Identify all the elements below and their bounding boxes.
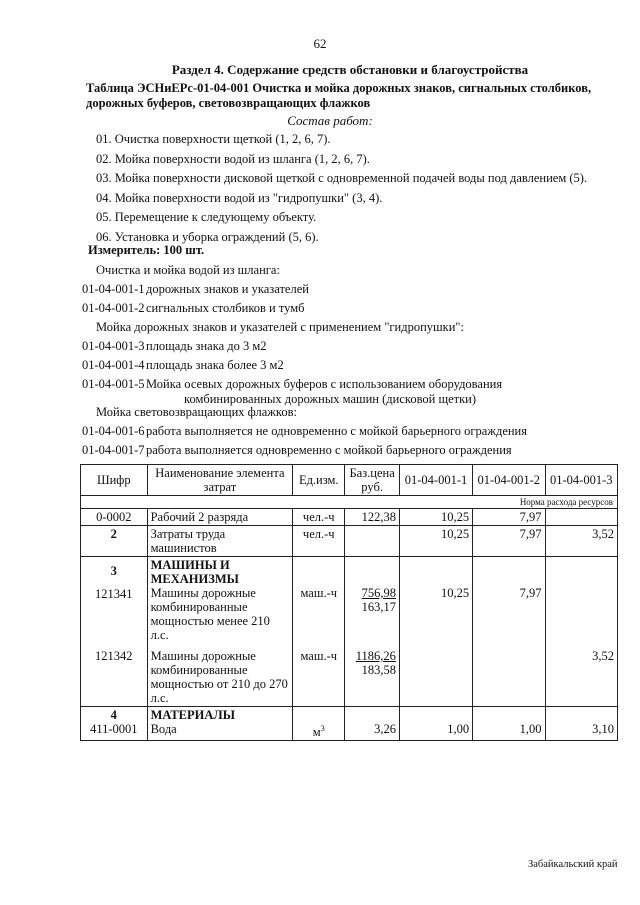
header-name: Наименование элемента затрат — [147, 465, 293, 496]
group-heading: Мойка световозвращающих флажков: — [96, 405, 297, 419]
cell-unit: маш.-ч — [293, 643, 345, 707]
work-item: 03. Мойка поверхности дисковой щеткой с одновременной подачей воды под давлением (5). — [96, 171, 588, 185]
cell-price-2: 163,17 — [361, 600, 396, 614]
code-desc: сигнальных столбиков и тумб — [146, 301, 305, 315]
code-line — [82, 443, 512, 458]
cell-value: 7,97 — [473, 509, 545, 526]
code: 01-04-001-5 — [82, 377, 145, 391]
cell-price: 756,98 — [361, 586, 396, 600]
work-item: 05. Перемещение к следующему объекту. — [96, 210, 317, 224]
header-col2: 01-04-001-2 — [473, 465, 545, 496]
cell-value — [399, 643, 472, 707]
header-col1: 01-04-001-1 — [399, 465, 472, 496]
cell-code: 411-0001 — [90, 722, 138, 736]
code-desc: дорожных знаков и указателей — [146, 282, 309, 296]
code: 01-04-001-3 — [82, 339, 145, 353]
cell-value: 7,97 — [473, 557, 545, 644]
cell-name: МАТЕРИАЛЫ — [150, 708, 235, 722]
code-desc: работа выполняется одновременно с мойкой барьерного ограждения — [146, 443, 512, 457]
cell-value: 10,25 — [399, 526, 472, 557]
code-line — [82, 358, 284, 373]
code-desc — [146, 377, 502, 407]
cell-unit-sup: 3 — [320, 724, 325, 733]
cell-code: 121341 — [95, 587, 133, 601]
work-list — [96, 130, 587, 247]
cell-name: МАШИНЫ И МЕХАНИЗМЫ — [150, 558, 239, 586]
composition-title: Состав работ: — [287, 113, 373, 128]
cell-value: 3,10 — [545, 707, 617, 741]
group-heading: Мойка дорожных знаков и указателей с применением "гидропушки": — [96, 320, 464, 334]
code: 01-04-001-7 — [82, 443, 145, 457]
cell-code: 4 — [110, 708, 117, 722]
cell-unit: маш.-ч — [293, 557, 345, 644]
cell-value — [473, 643, 545, 707]
cell-name: Машины дорожные комбинированные мощностью от 210 до 270 л.с. — [147, 643, 293, 707]
code: 01-04-001-4 — [82, 358, 145, 372]
cell-unit: м — [312, 725, 321, 740]
code-desc-line: комбинированных дорожных машин (дисковой щетки) — [184, 392, 477, 406]
cell-code: 121342 — [81, 643, 148, 707]
cell-value: 3,52 — [545, 526, 617, 557]
cell-value: 10,25 — [399, 509, 472, 526]
code-line — [82, 424, 527, 439]
work-item: 06. Установка и уборка ограждений (5, 6). — [96, 229, 319, 244]
code-desc-line: Мойка осевых дорожных буферов с использованием оборудования — [146, 377, 503, 391]
code: 01-04-001-2 — [82, 301, 145, 315]
header-code: Шифр — [81, 465, 148, 496]
cell-unit: чел.-ч — [293, 526, 345, 557]
code-line — [82, 339, 267, 354]
header-price: Баз.цена руб. — [345, 465, 400, 496]
table-row — [81, 557, 618, 644]
cell-name: Вода — [150, 722, 177, 736]
norm-caption: Норма расхода ресурсов — [81, 496, 618, 509]
cell-value: 3,52 — [545, 643, 617, 707]
table-row — [81, 526, 618, 557]
footer-region: Забайкальский край — [528, 859, 618, 870]
cell-price — [345, 526, 400, 557]
cell-value — [545, 509, 617, 526]
section-title: Раздел 4. Содержание средств обстановки и благоустройства — [171, 62, 529, 77]
table-row — [81, 643, 618, 707]
cell-value — [545, 557, 617, 644]
page-number: 62 — [313, 36, 327, 51]
cell-price: 122,38 — [345, 509, 400, 526]
work-item: 01. Очистка поверхности щеткой (1, 2, 6, 7). — [96, 132, 331, 146]
code-line — [82, 282, 309, 297]
work-item: 04. Мойка поверхности водой из "гидропушки" (3, 4). — [96, 190, 383, 205]
group-heading: Очистка и мойка водой из шланга: — [96, 263, 280, 277]
cell-price: 1186,26 — [355, 649, 396, 663]
norm-caption-row — [81, 496, 618, 509]
header-unit: Ед.изм. — [293, 465, 345, 496]
cell-name: Машины дорожные комбинированные мощностью менее 210 л.с. — [150, 586, 270, 642]
table-header-row — [81, 465, 618, 496]
code: 01-04-001-1 — [82, 282, 145, 296]
code-desc: работа выполняется не одновременно с мойкой барьерного ограждения — [146, 424, 527, 438]
cell-code: 2 — [81, 526, 148, 557]
cell-unit: чел.-ч — [293, 509, 345, 526]
meter: Измеритель: 100 шт. — [88, 243, 205, 257]
table-title: Таблица ЭСНиЕРс-01-04-001 Очистка и мойка дорожных знаков, сигнальных столбиков, дорожных буферов, световозвращающих флажков — [86, 81, 592, 110]
cell-code: 3 — [110, 564, 117, 578]
cell-name: Затраты труда машинистов — [147, 526, 293, 557]
cell-value: 1,00 — [473, 707, 545, 741]
table-row — [81, 707, 618, 741]
cell-value: 7,97 — [473, 526, 545, 557]
header-col3: 01-04-001-3 — [545, 465, 617, 496]
cell-price: 3,26 — [345, 707, 400, 741]
cell-code: 0-0002 — [81, 509, 148, 526]
cell-name: Рабочий 2 разряда — [147, 509, 293, 526]
code-line — [82, 301, 305, 316]
code: 01-04-001-6 — [82, 424, 145, 438]
work-item: 02. Мойка поверхности водой из шланга (1, 2, 6, 7). — [96, 151, 370, 166]
cell-value: 1,00 — [399, 707, 472, 741]
table-row — [81, 509, 618, 526]
cell-price-2: 183,58 — [361, 663, 396, 677]
code-desc: площадь знака до 3 м2 — [146, 339, 267, 353]
norms-table — [80, 464, 618, 741]
code-line — [82, 377, 502, 407]
cell-value: 10,25 — [399, 557, 472, 644]
code-desc: площадь знака более 3 м2 — [146, 358, 284, 372]
